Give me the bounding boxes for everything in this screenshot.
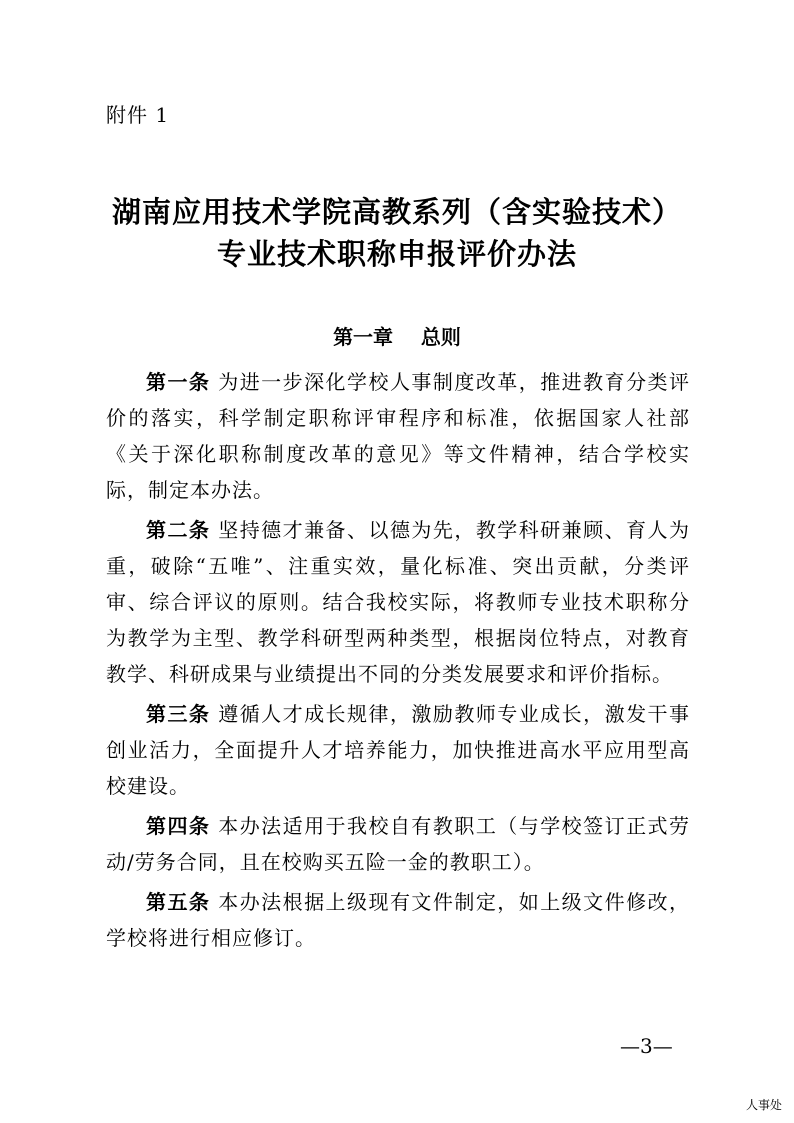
article-3-text: 遵循人才成长规律，激励教师专业成长，激发干事创业活力，全面提升人才培养能力，加快推进高水平应用型高校建设。 (106, 702, 691, 798)
article-2-text: 坚持德才兼备、以德为先，教学科研兼顾、育人为重，破除“五唯”、注重实效，量化标准、突出贡献，分类评审、综合评议的原则。结合我校实际，将教师专业技术职称分为教学为主型、教学科研型两种类型，根据岗位特点，对教育教学、科研成果与业绩提出不同的分类发展要求和评价指标。 (106, 518, 691, 686)
document-body (106, 364, 690, 960)
article-3-number: 第三条 (146, 702, 211, 726)
article-4-text: 本办法适用于我校自有教职工（与学校签订正式劳动/劳务合同，且在校购买五险一金的教职工）。 (106, 814, 691, 874)
attachment-label: 附件 1 (106, 103, 170, 127)
article-1 (106, 364, 690, 508)
article-2-number: 第二条 (146, 518, 211, 542)
page-number: —3— (620, 1034, 673, 1058)
article-3 (106, 696, 690, 804)
article-5-text: 本办法根据上级现有文件制定，如上级文件修改，学校将进行相应修订。 (106, 890, 691, 950)
corner-label: 人事处 (745, 1098, 782, 1112)
article-5 (106, 884, 690, 956)
article-4-number: 第四条 (146, 814, 211, 838)
article-2 (106, 512, 690, 692)
article-4 (106, 808, 690, 880)
document-title-line-2: 专业技术职称申报评价办法 (216, 237, 577, 271)
chapter-heading: 第一章 总则 (333, 325, 461, 349)
article-1-text: 为进一步深化学校人事制度改革，推进教育分类评价的落实，科学制定职称评审程序和标准，依据国家人社部《关于深化职称制度改革的意见》等文件精神，结合学校实际，制定本办法。 (106, 370, 691, 502)
article-1-number: 第一条 (146, 370, 211, 394)
article-5-number: 第五条 (146, 890, 211, 914)
document-title-line-1: 湖南应用技术学院高教系列（含实验技术） (111, 195, 682, 229)
